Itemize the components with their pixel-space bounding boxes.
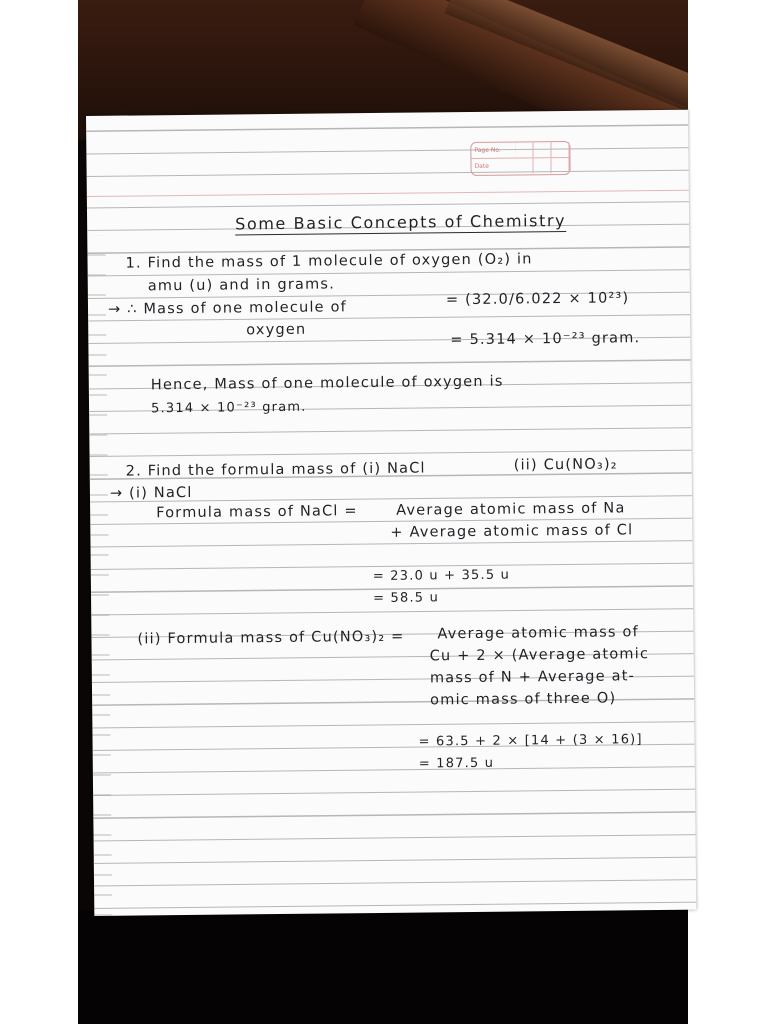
q1-answer-line2: oxygen [246,321,307,339]
q2-part-ii-calc1: = 63.5 + 2 × [14 + (3 × 16)] [418,732,643,750]
q2-nacl-calc1: = 23.0 u + 35.5 u [372,567,511,585]
date-label: Date [474,162,489,170]
q2-nacl-rhs2: + Average atomic mass of Cl [390,522,634,541]
q2-part-ii-calc2: = 187.5 u [418,755,495,772]
page-no-label: Page No. [474,146,501,154]
notebook-page [86,110,696,916]
q1-line1: 1. Find the mass of 1 molecule of oxygen (O₂) in [125,251,533,272]
q2-part-i: → (i) NaCl [109,484,193,502]
q2-part-ii-rhs1: Average atomic mass of [437,624,639,643]
q2-part-ii-lhs: (ii) Formula mass of Cu(NO₃)₂ = [137,628,405,648]
q2-nacl-rhs1: Average atomic mass of Na [396,500,626,519]
q1-hence-line1: Hence, Mass of one molecule of oxygen is [150,373,504,394]
q1-answer-rhs2: = 5.314 × 10⁻²³ gram. [450,330,641,349]
q1-hence-line2: 5.314 × 10⁻²³ gram. [150,399,307,417]
page-no-date-box [470,141,570,176]
q1-answer-line1: → ∴ Mass of one molecule of [107,299,348,318]
q2-part-ii-rhs4: omic mass of three O) [430,690,617,709]
page-title: Some Basic Concepts of Chemistry [235,210,567,234]
q2-nacl-lhs: Formula mass of NaCl = [156,503,358,522]
dark-surface [78,910,688,1024]
header-margin-line [87,190,689,197]
q2-line1b: (ii) Cu(NO₃)₂ [513,456,618,474]
q2-part-ii-rhs2: Cu + 2 × (Average atomic [429,646,650,665]
q1-line2: amu (u) and in grams. [147,276,336,295]
q2-nacl-calc2: = 58.5 u [372,590,440,607]
q1-answer-rhs1: = (32.0/6.022 × 10²³) [445,290,630,309]
q2-part-ii-rhs3: mass of N + Average at- [429,668,636,687]
q2-line1: 2. Find the formula mass of (i) NaCl [125,460,426,480]
